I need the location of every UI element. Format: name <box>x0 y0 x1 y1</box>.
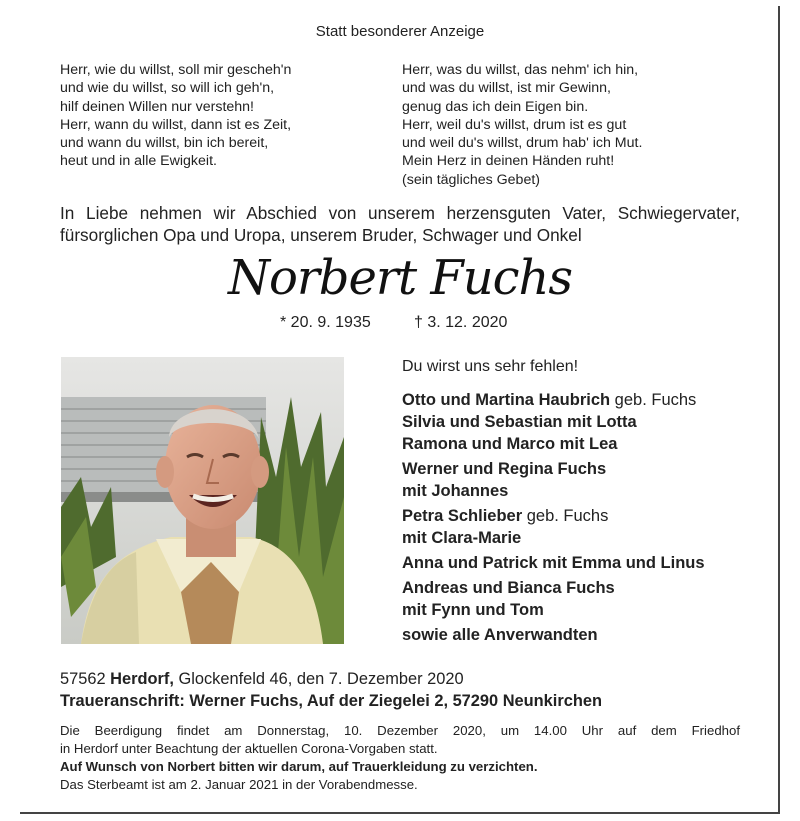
poem-line: genug das ich dein Eigen bin. <box>402 98 589 115</box>
portrait-photo <box>61 357 344 644</box>
funeral-line: Die Beerdigung findet am Donnerstag, 10. Dezember 2020, um 14.00 Uhr auf dem Friedhof <box>60 723 740 738</box>
family-member: Andreas und Bianca Fuchs <box>402 579 615 597</box>
family-member: Petra Schlieber geb. Fuchs <box>402 507 609 525</box>
poem-left <box>60 61 291 171</box>
family-member: mit Clara-Marie <box>402 529 522 547</box>
poem-line: Herr, wie du willst, soll mir gescheh'n <box>60 62 292 78</box>
birth-date: * 20. 9. 1935 <box>280 314 371 331</box>
family-member: Werner und Regina Fuchs <box>402 460 607 478</box>
poem-line: und weil du's willst, drum hab' ich Mut. <box>402 135 643 152</box>
mass-line: Das Sterbeamt ist am 2. Januar 2021 in der Vorabendmesse. <box>60 777 418 792</box>
funeral-line: in Herdorf unter Beachtung der aktuellen Corona-Vorgaben statt. <box>60 741 438 756</box>
poem-line: (sein tägliches Gebet) <box>402 171 541 188</box>
miss-line: Du wirst uns sehr fehlen! <box>402 358 579 375</box>
poem-line: hilf deinen Willen nur verstehn! <box>60 98 254 115</box>
family-member: Otto und Martina Haubrich geb. Fuchs <box>402 391 697 409</box>
poem-line: Herr, was du willst, das nehm' ich hin, <box>402 62 639 78</box>
poem-line: heut und in alle Ewigkeit. <box>60 153 217 170</box>
family-member: mit Fynn und Tom <box>402 601 544 619</box>
deceased-name: Norbert Fuchs <box>227 250 573 306</box>
poem-line: und wann du willst, bin ich bereit, <box>60 135 269 152</box>
notice-header: Statt besonderer Anzeige <box>315 23 485 40</box>
family-list <box>402 389 705 646</box>
intro-text <box>60 202 740 246</box>
family-member: sowie alle Anverwandten <box>402 626 598 644</box>
address-line: 57562 Herdorf, Glockenfeld 46, den 7. Dezember 2020 <box>60 670 464 688</box>
family-member: Anna und Patrick mit Emma und Linus <box>402 554 705 572</box>
intro-line: In Liebe nehmen wir Abschied von unserem herzensguten Vater, Schwiegervater, <box>60 203 740 223</box>
poem-right <box>402 61 642 189</box>
poem-line: und wie du willst, so will ich geh'n, <box>60 80 275 97</box>
intro-line: fürsorglichen Opa und Uropa, unserem Bruder, Schwager und Onkel <box>60 225 582 245</box>
family-member: Ramona und Marco mit Lea <box>402 435 618 453</box>
poem-line: und was du willst, ist mir Gewinn, <box>402 80 611 97</box>
family-member: Silvia und Sebastian mit Lotta <box>402 413 637 431</box>
poem-line: Herr, weil du's willst, drum ist es gut <box>402 116 627 133</box>
family-member: mit Johannes <box>402 482 509 500</box>
death-date: † 3. 12. 2020 <box>414 314 508 331</box>
wish-line: Auf Wunsch von Norbert bitten wir darum, auf Trauerkleidung zu verzichten. <box>60 759 538 774</box>
traueranschrift: Traueranschrift: Werner Fuchs, Auf der Ziegelei 2, 57290 Neunkirchen <box>60 692 602 710</box>
poem-line: Herr, wann du willst, dann ist es Zeit, <box>60 116 292 133</box>
funeral-info <box>60 722 740 794</box>
poem-line: Mein Herz in deinen Händen ruht! <box>402 153 615 170</box>
